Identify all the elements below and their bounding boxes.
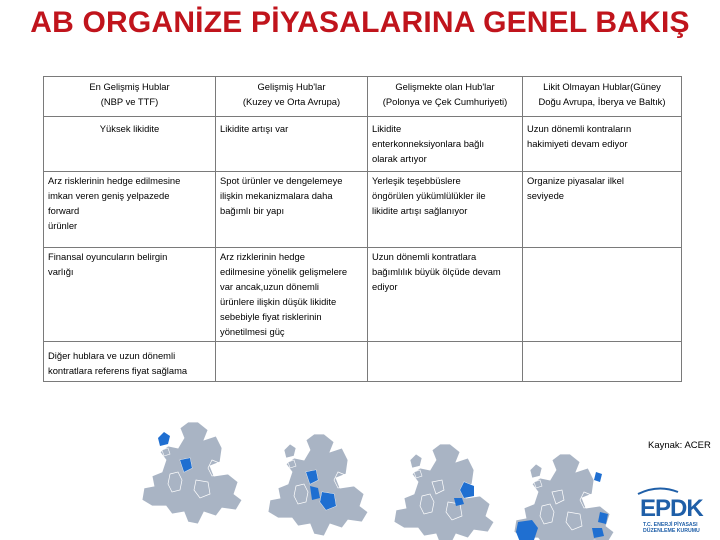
table-cell xyxy=(523,342,682,382)
cell-line: bağımlılık büyük ölçüde devam xyxy=(372,266,501,277)
logo-caption xyxy=(643,522,717,534)
cell-line: seviyede xyxy=(527,190,565,201)
table-cell xyxy=(44,117,216,172)
table-cell xyxy=(44,172,216,248)
table-cell xyxy=(523,117,682,172)
header-line: Doğu Avrupa, İberya ve Baltık) xyxy=(538,96,666,107)
header-line: (Polonya ve Çek Cumhuriyeti) xyxy=(382,96,508,107)
cell-line: enterkonneksiyonlara bağlı xyxy=(372,138,485,149)
cell-line: öngörülen yükümlülükler ile xyxy=(372,190,486,201)
table-cell xyxy=(368,248,523,342)
cell-line: olarak artıyor xyxy=(372,153,427,164)
cell-line: sebebiyle fiyat risklerinin xyxy=(220,311,322,322)
table-cell xyxy=(523,248,682,342)
cell-line: forward xyxy=(48,205,80,216)
table-cell xyxy=(216,342,368,382)
header-line: En Gelişmiş Hublar xyxy=(89,81,170,92)
table-cell xyxy=(216,248,368,342)
cell-line: edilmesine yönelik gelişmelere xyxy=(220,266,348,277)
europe-maps-strip xyxy=(0,412,720,540)
header-cell xyxy=(368,77,523,117)
logo-mark: EPDK xyxy=(640,495,703,522)
header-line: Gelişmekte olan Hub'lar xyxy=(395,81,495,92)
cell-line: Yerleşik teşebbüslere xyxy=(372,175,461,186)
cell-line: var ancak,uzun dönemli xyxy=(220,281,320,292)
cell-line: ilişkin mekanizmalara daha xyxy=(220,190,333,201)
source-note: Kaynak: ACER xyxy=(648,440,711,451)
header-line: (Kuzey ve Orta Avrupa) xyxy=(242,96,341,107)
page-title: AB ORGANİZE PİYASALARINA GENEL BAKIŞ xyxy=(30,6,690,39)
map-illiquid xyxy=(514,454,614,540)
header-cell xyxy=(523,77,682,117)
cell-line: Uzun dönemli kontratlara xyxy=(372,251,477,262)
table-row xyxy=(44,248,682,342)
table-cell xyxy=(368,172,523,248)
cell-line: Yüksek likidite xyxy=(99,123,160,134)
cell-line: Arz risklerinin hedge edilmesine xyxy=(48,175,181,186)
cell-line: kontratlara referens fiyat sağlama xyxy=(48,365,188,376)
cell-line: Uzun dönemli kontraların xyxy=(527,123,632,134)
cell-line: Likidite xyxy=(372,123,402,134)
table-cell xyxy=(44,342,216,382)
cell-line: Finansal oyuncuların belirgin xyxy=(48,251,168,262)
header-line: Likit Olmayan Hublar(Güney xyxy=(543,81,661,92)
logo-line: T.C. ENERJİ PİYASASI xyxy=(643,522,698,528)
cell-line: Likidite artışı var xyxy=(220,123,289,134)
table-cell xyxy=(216,172,368,248)
logo-line: DÜZENLEME KURUMU xyxy=(643,528,700,534)
cell-line: Diğer hublara ve uzun dönemli xyxy=(48,350,176,361)
cell-line: imkan veren geniş yelpazede xyxy=(48,190,170,201)
table-row xyxy=(44,117,682,172)
table-row xyxy=(44,172,682,248)
map-north-central xyxy=(268,434,368,536)
header-line: (NBP ve TTF) xyxy=(100,96,159,107)
cell-line: varlığı xyxy=(48,266,74,277)
header-cell xyxy=(44,77,216,117)
cell-line: Spot ürünler ve dengelemeye xyxy=(220,175,343,186)
table-cell xyxy=(368,117,523,172)
table-row xyxy=(44,342,682,382)
table-cell xyxy=(216,117,368,172)
cell-line: Arz rizklerinin hedge xyxy=(220,251,305,262)
cell-line: hakimiyeti devam ediyor xyxy=(527,138,628,149)
cell-line: Organize piyasalar ilkel xyxy=(527,175,624,186)
cell-line: ürünlere ilişkin düşük likidite xyxy=(220,296,337,307)
cell-line: likidite artışı sağlanıyor xyxy=(372,205,468,216)
comparison-table xyxy=(43,76,682,382)
table-cell xyxy=(44,248,216,342)
table-cell xyxy=(368,342,523,382)
table-cell xyxy=(523,172,682,248)
map-emerging xyxy=(394,444,494,540)
cell-line: yönetilmesi güç xyxy=(220,326,285,337)
cell-line: bağımlı bir yapı xyxy=(220,205,285,216)
map-nbp-ttf xyxy=(142,422,242,524)
table-header-row xyxy=(44,77,682,117)
header-line: Gelişmiş Hub'lar xyxy=(257,81,326,92)
cell-line: ediyor xyxy=(372,281,398,292)
cell-line: ürünler xyxy=(48,220,78,231)
header-cell xyxy=(216,77,368,117)
